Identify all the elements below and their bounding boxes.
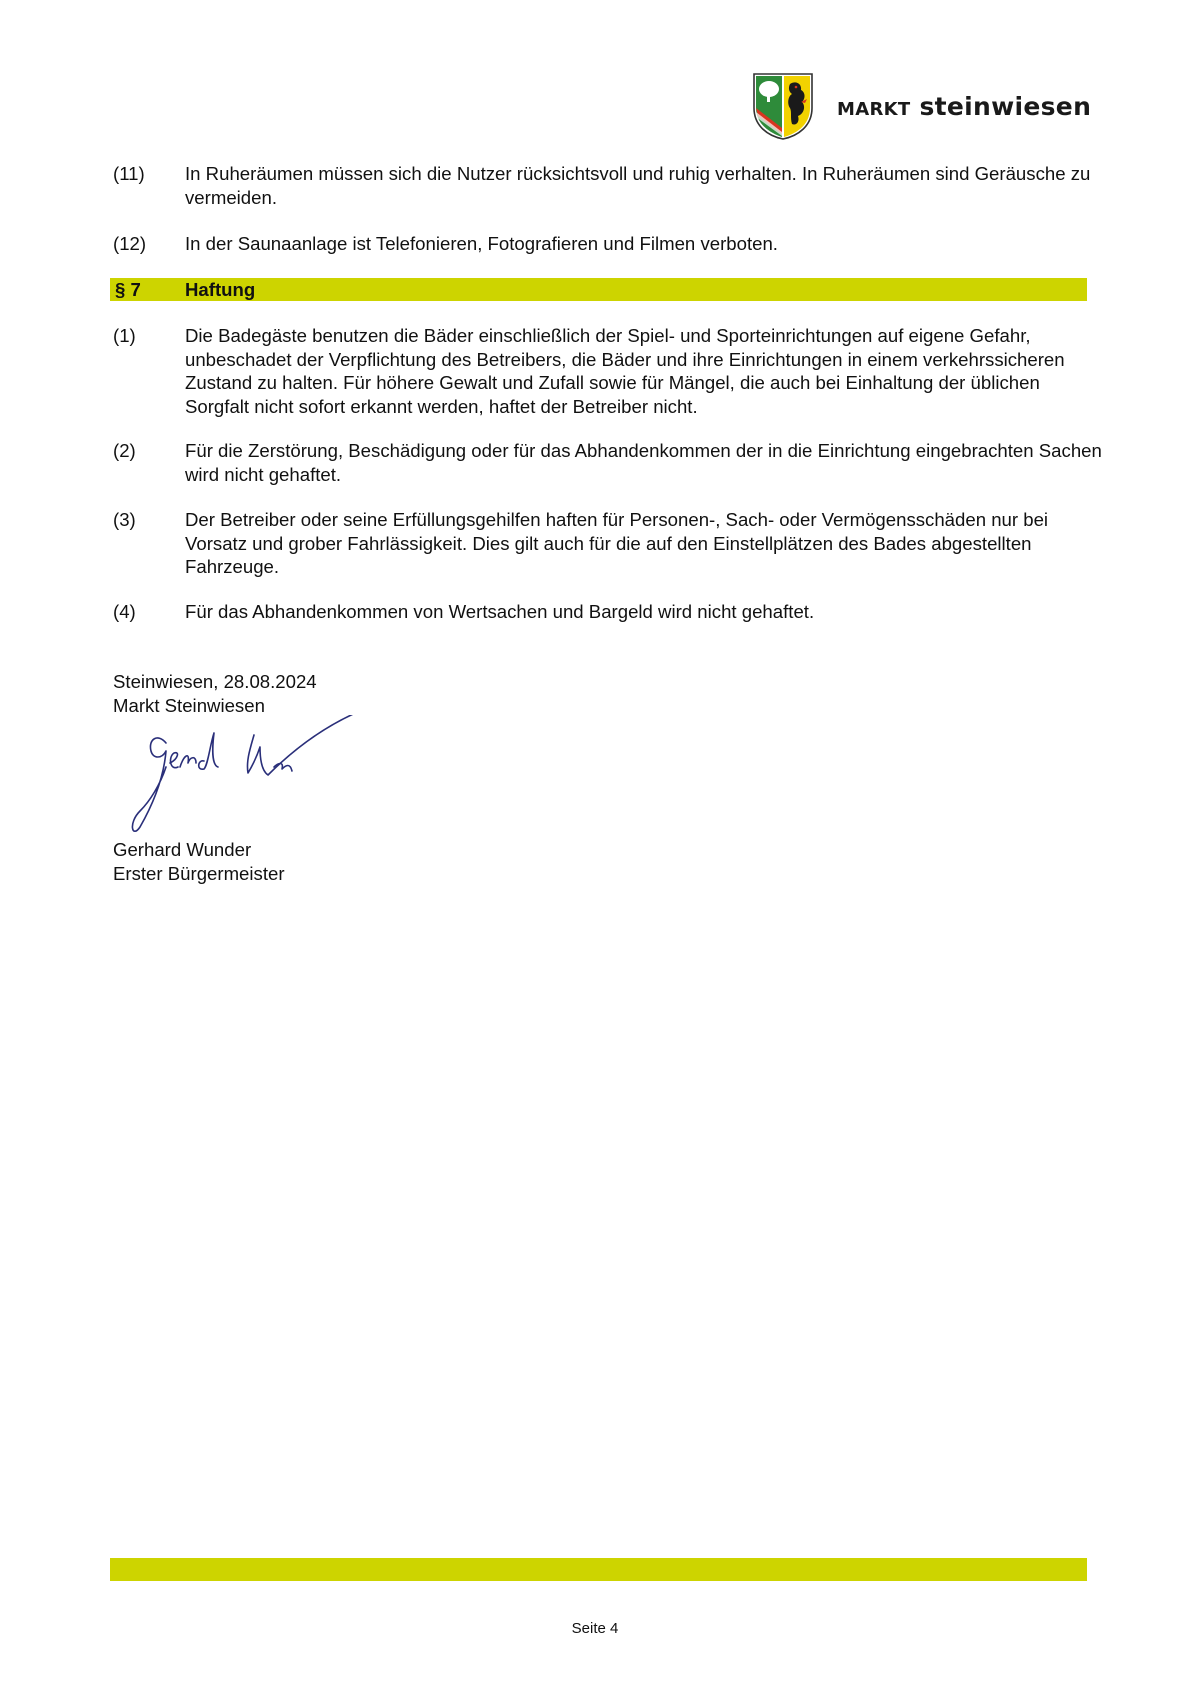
paragraph-number: (3) bbox=[113, 509, 136, 530]
signer-name: Gerhard Wunder bbox=[113, 839, 252, 860]
paragraph-number: (11) bbox=[113, 163, 145, 184]
paragraph-number: (12) bbox=[113, 233, 147, 254]
footer-bar bbox=[110, 1558, 1087, 1581]
paragraph-3 bbox=[113, 508, 1103, 579]
paragraph-number: (1) bbox=[113, 325, 136, 346]
signer-title: Erster Bürgermeister bbox=[113, 862, 285, 884]
paragraph-number: (2) bbox=[113, 440, 136, 461]
brand-name: steinwiesen bbox=[919, 92, 1092, 121]
place-date: Steinwiesen, 28.08.2024 bbox=[113, 671, 317, 692]
authority-name: Markt Steinwiesen bbox=[113, 694, 265, 716]
page-header bbox=[752, 72, 1092, 140]
municipal-crest-icon bbox=[752, 72, 814, 140]
paragraph-1 bbox=[113, 324, 1103, 418]
page-number: Seite 4 bbox=[571, 1620, 619, 1637]
section-heading bbox=[110, 278, 1087, 301]
handwritten-signature bbox=[118, 715, 378, 845]
paragraph-text: In der Saunaanlage ist Telefonieren, Fotografieren und Filmen verboten. bbox=[185, 233, 778, 254]
paragraph-text: In Ruheräumen müssen sich die Nutzer rücksichtsvoll und ruhig verhalten. In Ruheräumen sind Geräusche zu vermeiden. bbox=[185, 163, 1091, 208]
paragraph-11 bbox=[113, 162, 1103, 209]
section-number: § 7 bbox=[115, 279, 141, 300]
paragraph-text: Für die Zerstörung, Beschädigung oder für das Abhandenkommen der in die Einrichtung eingebrachten Sachen wird nicht gehaftet. bbox=[185, 440, 1102, 485]
brand-wordmark bbox=[837, 92, 1091, 121]
paragraph-2 bbox=[113, 439, 1103, 486]
section-title: Haftung bbox=[185, 279, 256, 300]
paragraph-text: Die Badegäste benutzen die Bäder einschließlich der Spiel- und Sporteinrichtungen auf eigene Gefahr, unbeschadet der Verpflichtung des Betreibers, die Bäder und ihre Einrichtungen in einem verkehrssicheren Zustand zu halten. Für höhere Gewalt und Zufall sowie für Mängel, die auch bei Einhaltung der üblichen Sorgfalt nicht sofort erkannt werden, haftet der Betreiber nicht. bbox=[185, 325, 1065, 417]
paragraph-4 bbox=[113, 600, 1103, 624]
paragraph-12 bbox=[113, 232, 1103, 256]
paragraph-text: Für das Abhandenkommen von Wertsachen und Bargeld wird nicht gehaftet. bbox=[185, 601, 815, 622]
brand-prefix: markt bbox=[837, 92, 911, 121]
signer-block bbox=[113, 838, 285, 885]
paragraph-number: (4) bbox=[113, 601, 136, 622]
closing-block bbox=[113, 670, 317, 717]
paragraph-text: Der Betreiber oder seine Erfüllungsgehilfen haften für Personen-, Sach- oder Vermögensschäden nur bei Vorsatz und grober Fahrlässigkeit. Dies gilt auch für die auf den Einstellplätzen des Bades abgestellten Fahrzeuge. bbox=[185, 509, 1049, 577]
